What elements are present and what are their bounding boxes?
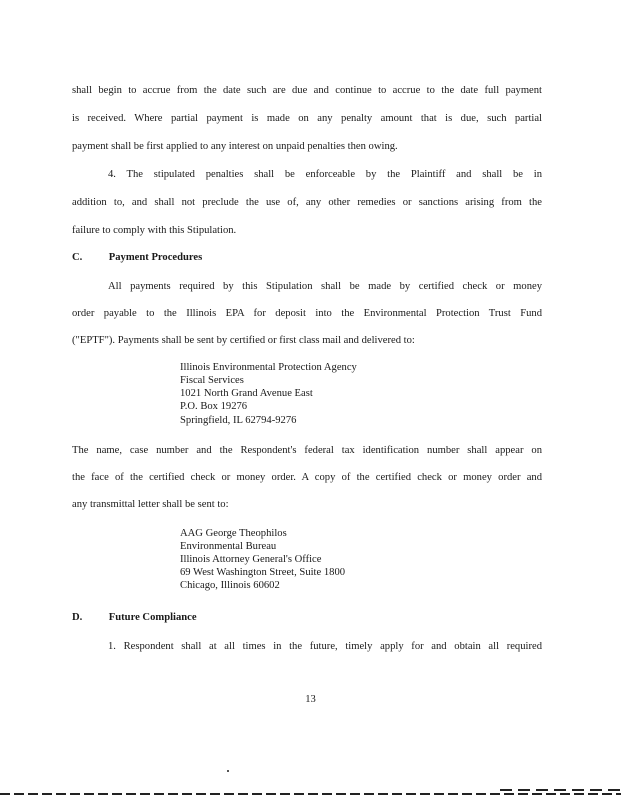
address-line: Springfield, IL 62794-9276 [180, 415, 297, 426]
address-line: P.O. Box 19276 [180, 401, 248, 412]
paragraph-line: payment shall be first applied to any interest on unpaid penalties then owing. [72, 141, 398, 152]
address-line: Environmental Bureau [180, 541, 277, 552]
paragraph-line: addition to, and shall not preclude the use of, any other remedies or sanctions arising from the [72, 197, 542, 208]
page-number: 13 [305, 694, 316, 705]
section-heading-future-compliance: D. Future Compliance [72, 612, 197, 623]
scan-edge-artifact [500, 789, 621, 791]
address-line: 69 West Washington Street, Suite 1800 [180, 567, 346, 578]
paragraph-line: ("EPTF"). Payments shall be sent by certified or first class mail and delivered to: [72, 335, 415, 346]
paragraph-line: All payments required by this Stipulation shall be made by certified check or money [108, 281, 542, 292]
address-line: Illinois Environmental Protection Agency [180, 362, 357, 373]
address-line: Fiscal Services [180, 375, 244, 386]
paragraph-line: the face of the certified check or money order. A copy of the certified check or money order and [72, 472, 542, 483]
paragraph-line: 1. Respondent shall at all times in the future, timely apply for and obtain all required [108, 641, 542, 652]
address-line: AAG George Theophilos [180, 528, 287, 539]
paragraph-line: failure to comply with this Stipulation. [72, 225, 237, 236]
paragraph-line: shall begin to accrue from the date such are due and continue to accrue to the date full payment [72, 85, 542, 96]
paragraph-line: The name, case number and the Respondent's federal tax identification number shall appear on [72, 445, 542, 456]
address-line: Illinois Attorney General's Office [180, 554, 322, 565]
address-line: Chicago, Illinois 60602 [180, 580, 280, 591]
paragraph-line: 4. The stipulated penalties shall be enforceable by the Plaintiff and shall be in [108, 169, 542, 180]
scan-mark [227, 770, 229, 772]
paragraph-line: order payable to the Illinois EPA for deposit into the Environmental Protection Trust Fund [72, 308, 542, 319]
section-heading-payment-procedures: C. Payment Procedures [72, 252, 203, 263]
paragraph-line: is received. Where partial payment is made on any penalty amount that is due, such partial [72, 113, 542, 124]
address-line: 1021 North Grand Avenue East [180, 388, 313, 399]
paragraph-line: any transmittal letter shall be sent to: [72, 499, 229, 510]
scan-edge-artifact [0, 793, 621, 795]
